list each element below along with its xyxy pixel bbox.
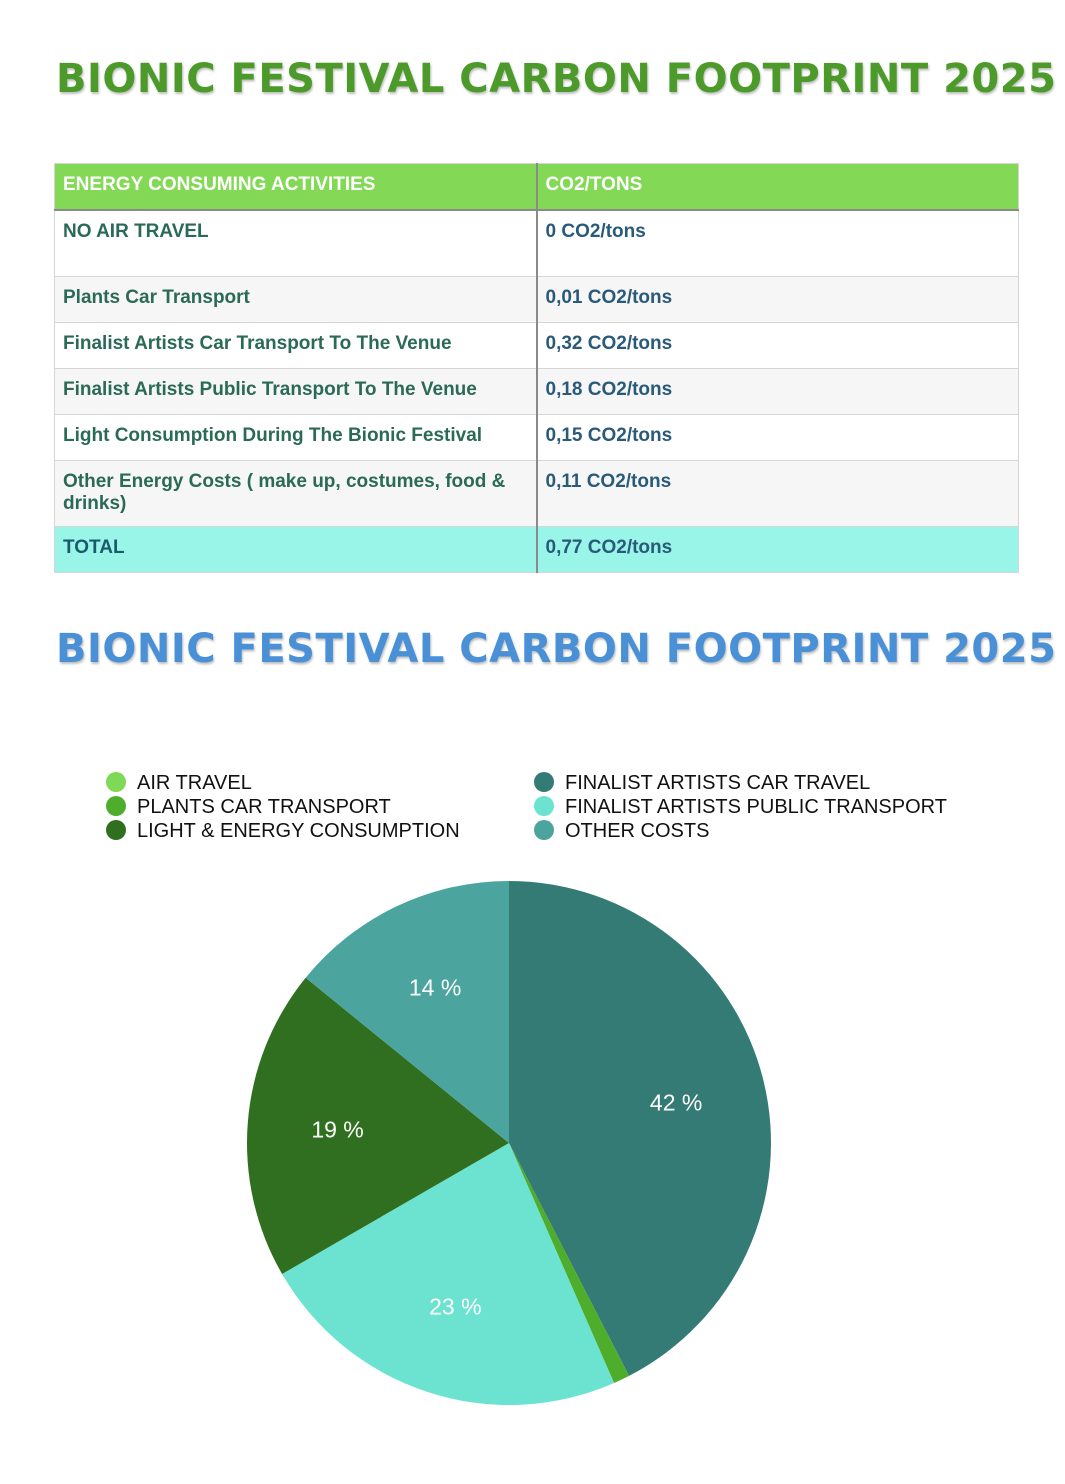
legend-label: FINALIST ARTISTS PUBLIC TRANSPORT <box>565 796 947 818</box>
carbon-footprint-table <box>54 163 1019 573</box>
legend-item-other-costs <box>534 819 709 843</box>
total-value: 0,77 CO2/tons <box>537 527 1019 573</box>
header-co2-tons: CO2/TONS <box>537 164 1019 211</box>
legend-swatch <box>534 796 554 816</box>
total-label: TOTAL <box>55 527 537 573</box>
total-row <box>55 527 1019 573</box>
table-row <box>55 210 1019 277</box>
value-cell: 0,15 CO2/tons <box>537 415 1019 461</box>
activity-cell: Finalist Artists Public Transport To The Venue <box>55 369 537 415</box>
legend-item-light-energy <box>106 819 460 843</box>
value-cell: 0,18 CO2/tons <box>537 369 1019 415</box>
legend-label: LIGHT & ENERGY CONSUMPTION <box>137 820 460 842</box>
table-row <box>55 461 1019 527</box>
activity-cell: Light Consumption During The Bionic Festival <box>55 415 537 461</box>
table-row <box>55 415 1019 461</box>
pie-label: 42 % <box>649 1089 703 1116</box>
legend-swatch <box>534 772 554 792</box>
pie-label: 23 % <box>429 1293 482 1320</box>
legend-swatch <box>106 796 126 816</box>
pie-label: 14 % <box>408 974 462 1001</box>
value-cell: 0,01 CO2/tons <box>537 277 1019 323</box>
activity-cell: NO AIR TRAVEL <box>55 210 537 277</box>
pie-label: 19 % <box>311 1116 364 1143</box>
legend-item-artists-public-transport <box>534 795 947 819</box>
legend-label: PLANTS CAR TRANSPORT <box>137 796 391 818</box>
legend-label: FINALIST ARTISTS CAR TRAVEL <box>565 772 871 794</box>
pie-chart <box>0 860 1065 1440</box>
legend-label: OTHER COSTS <box>565 820 710 842</box>
value-cell: 0 CO2/tons <box>537 210 1019 277</box>
table-row <box>55 369 1019 415</box>
legend-item-plants-car-transport <box>106 795 391 819</box>
table-row <box>55 277 1019 323</box>
table-title: BIONIC FESTIVAL CARBON FOOTPRINT 2025 <box>56 56 1057 102</box>
legend-item-air-travel <box>106 771 252 795</box>
legend-label: AIR TRAVEL <box>137 772 252 794</box>
value-cell: 0,32 CO2/tons <box>537 323 1019 369</box>
activity-cell: Other Energy Costs ( make up, costumes, food & drinks) <box>55 461 537 527</box>
table-header-row <box>55 164 1019 211</box>
activity-cell: Plants Car Transport <box>55 277 537 323</box>
header-activities: ENERGY CONSUMING ACTIVITIES <box>55 164 537 211</box>
legend-swatch <box>106 772 126 792</box>
legend-item-artists-car-travel <box>534 771 870 795</box>
activity-cell: Finalist Artists Car Transport To The Venue <box>55 323 537 369</box>
value-cell: 0,11 CO2/tons <box>537 461 1019 527</box>
legend-swatch <box>534 820 554 840</box>
legend-swatch <box>106 820 126 840</box>
table-row <box>55 323 1019 369</box>
chart-title: BIONIC FESTIVAL CARBON FOOTPRINT 2025 <box>56 626 1057 672</box>
